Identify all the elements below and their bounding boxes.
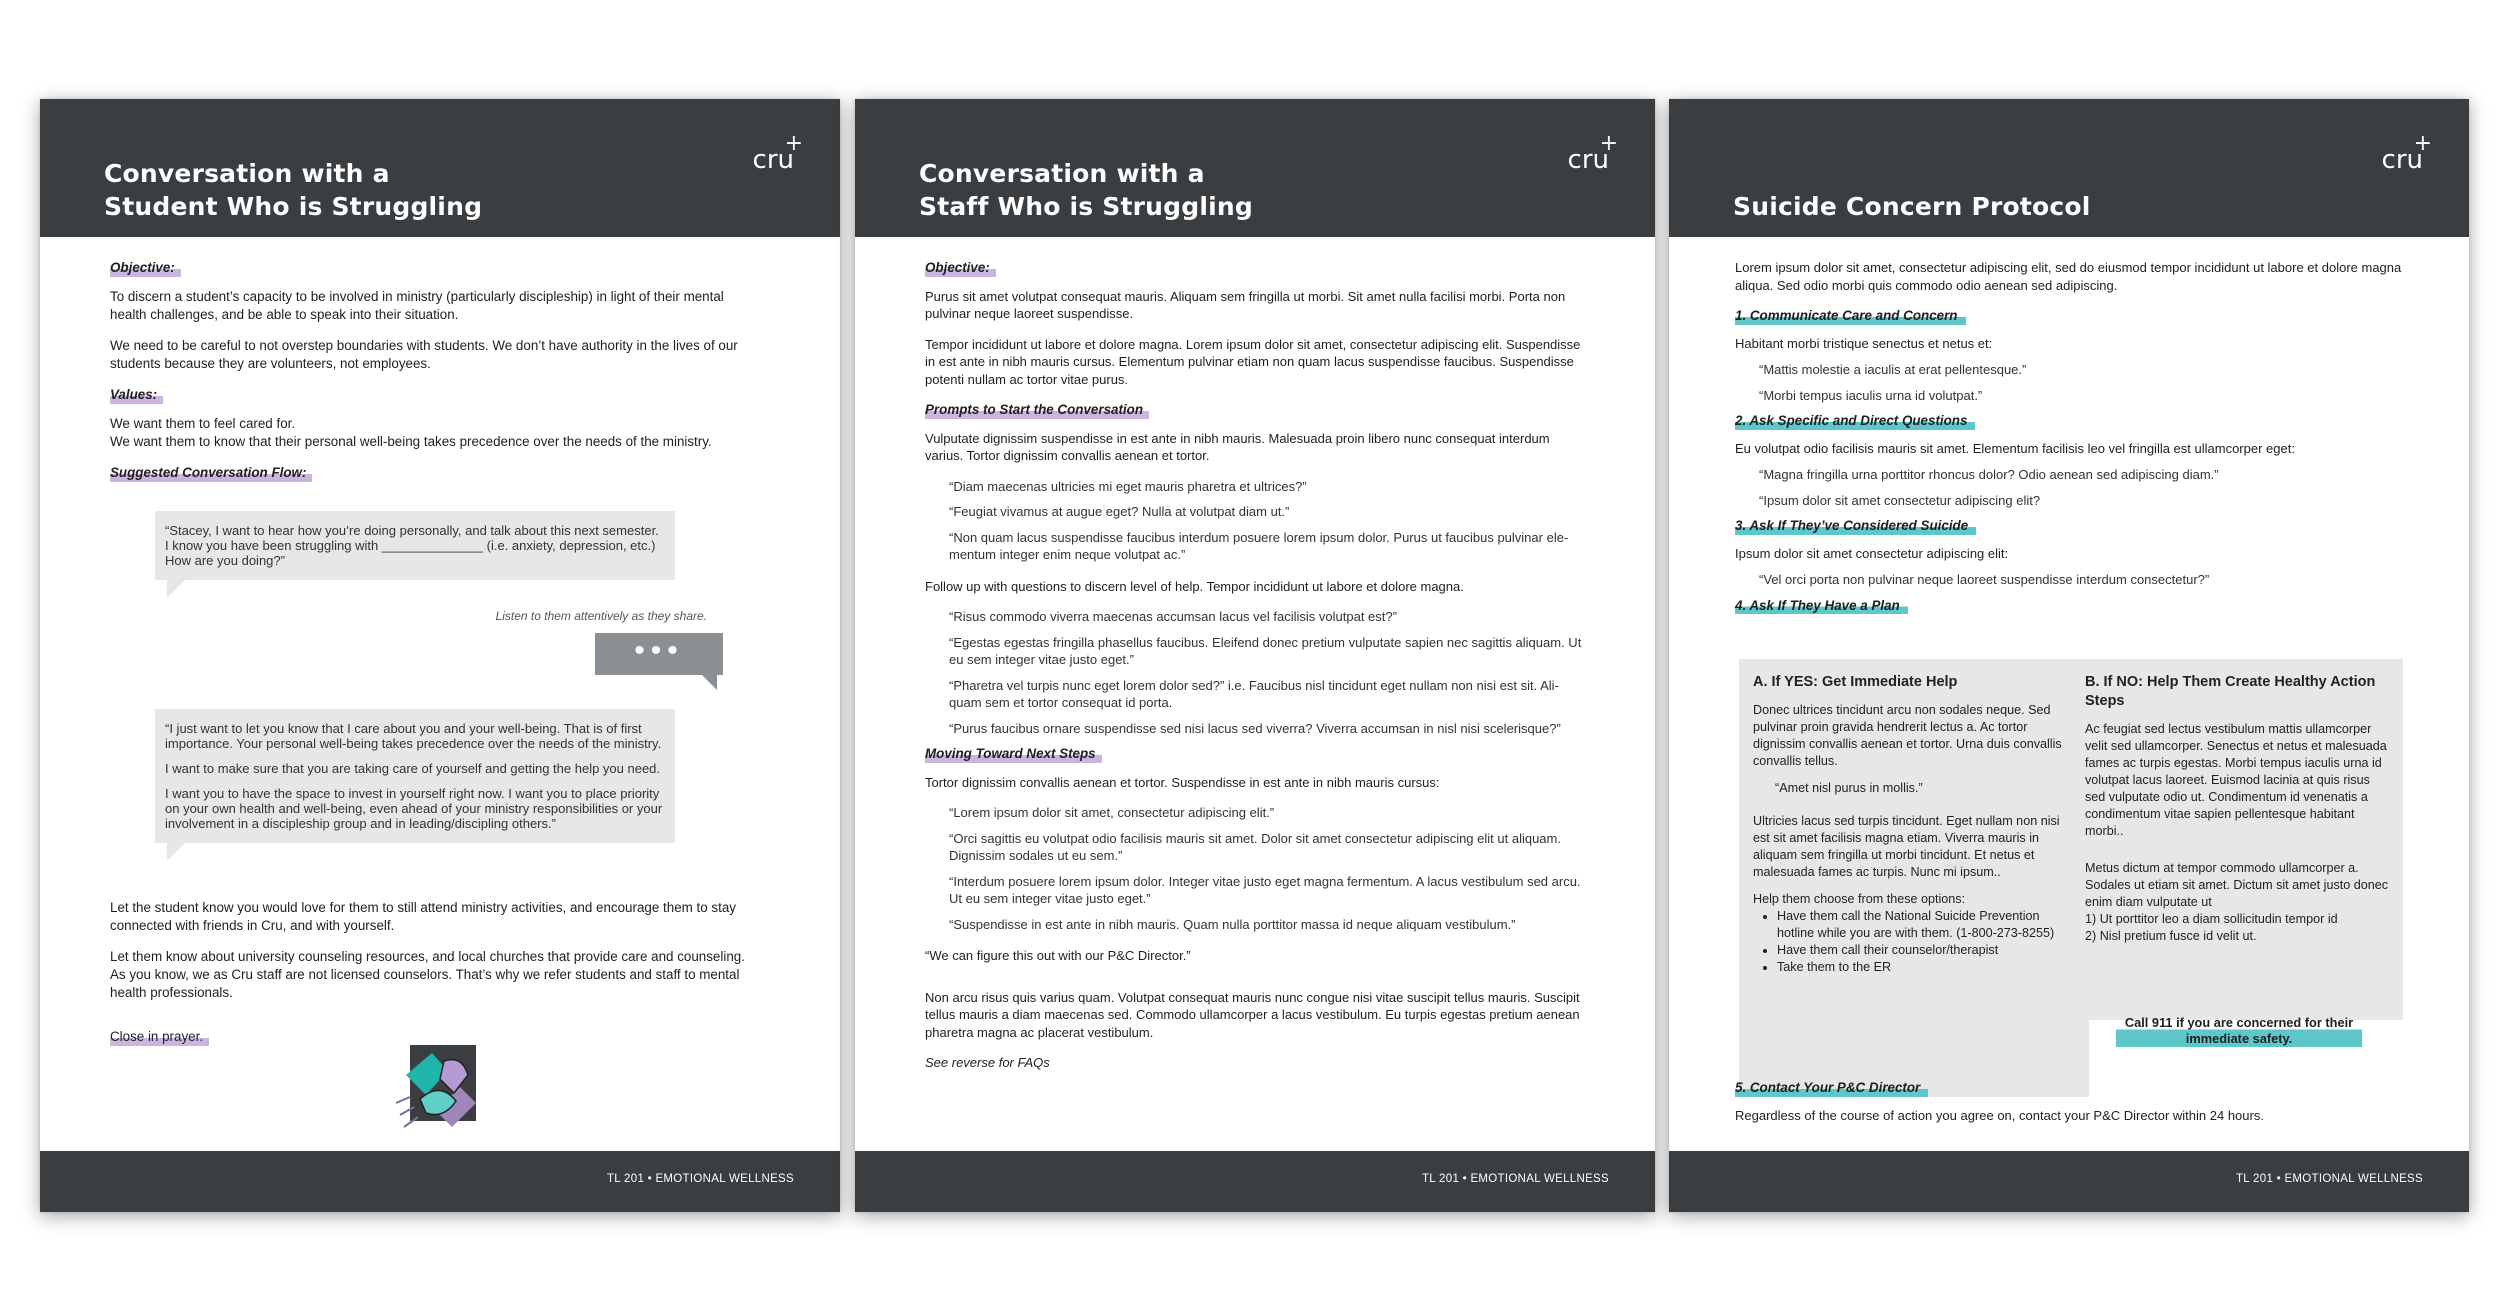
- prompt-quote: “Feugiat vivamus at augue eget? Nulla at volutpat diam ut.”: [949, 504, 1290, 519]
- followup-quote: “Purus faucibus ornare suspendisse sed nisi lacus sed viverra? Viverra accumsan in nisl nisi scelerisque?”: [949, 720, 1561, 736]
- values-text-2: We want them to know that their personal well-being takes precedence over the needs of the ministry.: [110, 434, 712, 449]
- step1-quote: “Morbi tempus iaculis urna id volutpat.”: [1759, 387, 1983, 403]
- list-item: • Have them call their counselor/therapist: [1777, 942, 2075, 959]
- option-yes-text: Donec ultrices tincidunt arcu non sodales neque. Sed pulvinar proin gravida hendrerit lectus a. Ac tortor dignissim convallis aenean et tortor. Urna duis convallis convallis tellus.: [1753, 703, 2062, 768]
- next-quote: “Orci sagittis eu volutpat odio facilisis mauris sit amet. Dolor sit amet consectetur adipiscing elit ut aliquam. Dignissim sodales ut eu sem.”: [949, 830, 1561, 863]
- next-steps-heading: Moving Toward Next Steps: [925, 745, 1102, 763]
- next-quote: “Lorem ipsum dolor sit amet, consectetur adipiscing elit.”: [949, 805, 1275, 820]
- closing-text: Non arcu risus quis varius quam. Volutpat consequat mauris nunc congue nisi vitae suscipit tellus mauris. Suscipit tellus mauris a diam maecenas sed. Commodo ullamcorper a lacus vestibulum. Eu turpis egestas pretium aenean pharetra magna ac placerat vestibulum.: [925, 989, 1580, 1040]
- page-footer: TL 201 • EMOTIONAL WELLNESS: [855, 1151, 1655, 1212]
- speech-bubble-1: “Stacey, I want to hear how you’re doing personally, and talk about this next semester. I know you have been struggling with ______________ (i.e. anxiety, depression, etc.) How are you doing?”: [155, 511, 675, 580]
- page-suicide-protocol: [1669, 99, 2469, 1212]
- step2-heading: 2. Ask Specific and Direct Questions: [1735, 412, 1975, 430]
- page-header: [1669, 99, 2469, 237]
- call-911-callout: Call 911 if you are concerned for their immediate safety.: [2089, 1015, 2389, 1048]
- options-intro: Help them choose from these options:: [1753, 892, 1966, 906]
- hands-icon: [396, 1041, 486, 1137]
- page-content-lower: [1735, 1079, 2403, 1125]
- step1-heading: 1. Communicate Care and Concern: [1735, 307, 1966, 325]
- list-item: • Have them call the National Suicide Prevention hotline while you are with them. (1-800-273-8255): [1777, 908, 2075, 942]
- step3-text: Ipsum dolor sit amet consectetur adipiscing elit:: [1735, 545, 2009, 561]
- action-step-1: 1) Ut porttitor leo a diam sollicitudin tempor id: [2085, 912, 2338, 926]
- listen-note: Listen to them attentively as they share.: [495, 609, 707, 623]
- objective-heading: Objective:: [110, 259, 181, 277]
- step2-quote: “Ipsum dolor sit amet consectetur adipiscing elit?: [1759, 492, 2041, 508]
- action-step-2: 2) Nisl pretium fusce id velit ut.: [2085, 929, 2257, 943]
- step2-quote: “Magna fringilla urna porttitor rhoncus dolor? Odio aenean sed adipiscing diam.”: [1759, 467, 2219, 482]
- page-title: Conversation with a Student Who is Struggling: [104, 159, 483, 221]
- followup-quote: “Egestas egestas fringilla phasellus faucibus. Eleifend donec pretium vulputate sapien nec sagittis aliquam. Ut eu sem integer vitae justo eget.”: [949, 634, 1582, 667]
- intro-text: Lorem ipsum dolor sit amet, consectetur adipiscing elit, sed do eiusmod tempor incididunt ut labore et dolore magna aliqua. Sed odio morbi quis commodo odio aenean sed adipiscing.: [1735, 260, 2402, 293]
- pc-director-quote: “We can figure this out with our P&C Director.”: [925, 948, 1191, 963]
- page-student-conversation: [40, 99, 840, 1212]
- speech-bubble-2: “I just want to let you know that I care about you and your well-being. That is of first importance. Your personal well-being takes precedence over the needs of the ministry. I want to make sure that you are taking care of yourself and getting the help you need. I want you to have the space to invest in yourself right now. I want you to place priority on your own health and well-being, even ahead of your ministry responsibilities or your involvement in a discipleship group and in leading/discipling others.”: [155, 709, 675, 843]
- prompts-intro: Vulputate dignissim suspendisse in est ante in nibh mauris. Malesuada proin libero nunc consequat interdum varius. Tortor dignissim convallis aenean et tortor.: [925, 430, 1550, 463]
- next-quote: “Interdum posuere lorem ipsum dolor. Integer vitae justo eget magna fermentum. A lacus vestibulum sed arcu. Ut eu sem integer vitae justo eget.”: [949, 873, 1581, 906]
- typing-indicator: •••: [595, 633, 723, 675]
- page-title: Conversation with a Staff Who is Struggling: [919, 159, 1253, 221]
- page-header: [855, 99, 1655, 237]
- option-no-text: Ac feugiat sed lectus vestibulum mattis ullamcorper velit sed ullamcorper. Senectus et netus et malesuada fames ac turpis egestas. Morbi tempus iaculis urna id volutpat lacus laoreet. Euismod lacinia at quis risus sed vulputate odio ut. Condimentum id venenatis a condimentum vitae sapien pellentesque habitant morbi..: [2085, 722, 2387, 838]
- page-content: [110, 259, 760, 493]
- see-reverse-note: See reverse for FAQs: [925, 1055, 1050, 1070]
- options-list: [1753, 908, 2075, 976]
- option-yes-box: [1739, 659, 2089, 1097]
- option-yes-quote: “Amet nisl purus in mollis.”: [1775, 781, 1923, 795]
- page-content: [1735, 259, 2403, 624]
- step4-heading: 4. Ask If They Have a Plan: [1735, 597, 1908, 615]
- option-yes-title: A. If YES: Get Immediate Help: [1753, 674, 1958, 690]
- page-title: Suicide Concern Protocol: [1733, 192, 2091, 221]
- cru-logo: cru +: [752, 131, 803, 175]
- page-header: [40, 99, 840, 237]
- option-no-box: [2071, 659, 2403, 1020]
- resources-text: Let them know about university counseling resources, and local churches that provide care and counseling. As you know, we as Cru staff are not licensed counselors. That’s why we refer students and staff to mental health professionals.: [110, 949, 745, 1000]
- boundaries-text: We need to be careful to not overstep boundaries with students. We don’t have authority in the lives of our students because they are volunteers, not employees.: [110, 338, 738, 371]
- objective-text-2: Tempor incididunt ut labore et dolore magna. Lorem ipsum dolor sit amet, consectetur adipiscing elit. Suspendisse in est ante in nibh mauris cursus. Elementum pulvinar etiam non quam lacus suspendisse faucibus. Suspendisse potenti nullam ac tortor vitae purus.: [925, 336, 1581, 387]
- page-content: [925, 259, 1585, 1072]
- step5-text: Regardless of the course of action you agree on, contact your P&C Director within 24 hours.: [1735, 1108, 2264, 1123]
- prompt-quote: “Diam maecenas ultricies mi eget mauris pharetra et ultrices?”: [949, 478, 1307, 494]
- objective-text: Purus sit amet volutpat consequat mauris. Aliquam sem fringilla ut morbi. Sit amet nulla facilisi morbi. Porta non pulvinar neque laoreet suspendisse.: [925, 288, 1566, 321]
- followup-quote: “Pharetra vel turpis nunc eget lorem dolor sed?” i.e. Faucibus nisl tincidunt eget nullam non nisi est sit. Aliquam sem et tortor consequat id porta.: [949, 677, 1559, 710]
- next-quote: “Suspendisse in est ante in nibh mauris. Quam nulla porttitor massa id neque aliquam vestibulum.”: [949, 916, 1516, 932]
- next-steps-intro: Tortor dignissim convallis aenean et tortor. Suspendisse in est ante in nibh mauris cursus:: [925, 774, 1440, 790]
- list-item: • Take them to the ER: [1777, 959, 2075, 976]
- close-in-prayer: Close in prayer.: [110, 1028, 209, 1046]
- step3-heading: 3. Ask If They’ve Considered Suicide: [1735, 517, 1976, 535]
- values-heading: Values:: [110, 386, 163, 404]
- followup-text: Follow up with questions to discern level of help. Tempor incididunt ut labore et dolore magna.: [925, 578, 1464, 594]
- cru-logo: cru +: [2381, 131, 2432, 175]
- prompts-heading: Prompts to Start the Conversation: [925, 401, 1149, 419]
- step3-quote: “Vel orci porta non pulvinar neque laoreet suspendisse interdum consectetur?”: [1759, 572, 2210, 587]
- step1-text: Habitant morbi tristique senectus et netus et:: [1735, 335, 1993, 351]
- cru-logo: cru +: [1567, 131, 1618, 175]
- prompt-quote: “Non quam lacus suspendisse faucibus interdum posuere lorem ipsum dolor. Purus ut faucibus pulvinar elementum integer enim neque volutpat ac.”: [949, 529, 1569, 562]
- page-content-lower: [110, 899, 760, 1057]
- flow-heading: Suggested Conversation Flow:: [110, 464, 312, 482]
- objective-heading: Objective:: [925, 259, 996, 277]
- step2-text: Eu volutpat odio facilisis mauris sit amet. Elementum facilisis leo vel fringilla est ullamcorper eget:: [1735, 440, 2295, 456]
- option-yes-text-2: Ultricies lacus sed turpis tincidunt. Eget nullam non nisi est sit amet facilisis magna etiam. Viverra mauris in aliquam sem fringilla ut morbi tincidunt. Et netus et malesuada fames ac turpis. Nunc mi ipsum..: [1753, 814, 2060, 879]
- step1-quote: “Mattis molestie a iaculis at erat pellentesque.”: [1759, 362, 2027, 377]
- page-staff-conversation: [855, 99, 1655, 1212]
- option-no-text-2: Metus dictum at tempor commodo ullamcorper a. Sodales ut etiam sit amet. Dictum sit amet justo donec enim diam vulputate ut: [2085, 861, 2389, 909]
- page-footer: TL 201 • EMOTIONAL WELLNESS: [1669, 1151, 2469, 1212]
- step5-heading: 5. Contact Your P&C Director: [1735, 1079, 1928, 1097]
- followup-quote: “Risus commodo viverra maecenas accumsan lacus vel facilisis volutpat est?”: [949, 609, 1397, 624]
- attend-text: Let the student know you would love for them to still attend ministry activities, and encourage them to stay connected with friends in Cru, and with yourself.: [110, 900, 736, 933]
- page-footer: TL 201 • EMOTIONAL WELLNESS: [40, 1151, 840, 1212]
- objective-text: To discern a student’s capacity to be involved in ministry (particularly discipleship) in light of their mental health challenges, and be able to speak into their situation.: [110, 289, 724, 322]
- values-text-1: We want them to feel cared for.: [110, 416, 296, 431]
- option-no-title: B. If NO: Help Them Create Healthy Action Steps: [2085, 674, 2376, 709]
